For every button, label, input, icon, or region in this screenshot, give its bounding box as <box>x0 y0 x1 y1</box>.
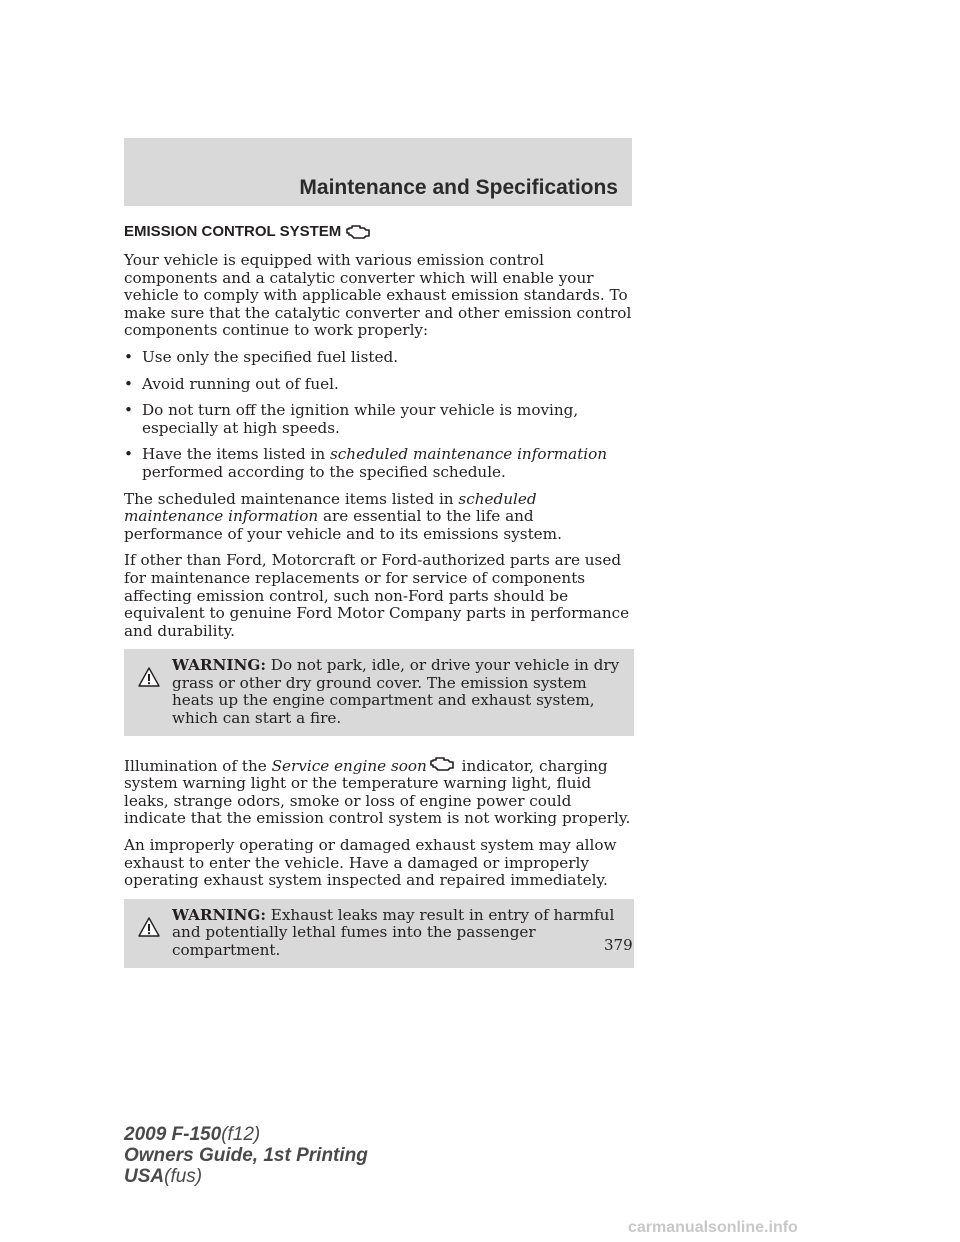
paragraph-parts: If other than Ford, Motorcraft or Ford-authorized parts are used for maintenance replacements or for service of components affecting emission control, such non-Ford parts should be equivalent to genuine Ford Motor Company parts in performance and durability. <box>124 551 630 640</box>
section-header-band <box>124 138 632 206</box>
list-item: • Have the items listed in scheduled maintenance information performed according to the specified schedule. <box>124 445 608 481</box>
footer-guide: Owners Guide, 1st Printing <box>124 1145 368 1166</box>
italic-reference: scheduled maintenance information <box>329 445 608 464</box>
intro-paragraph: Your vehicle is equipped with various emission control components and a catalytic converter which will enable your vehicle to comply with applicable exhaust emission standards. To make sure that the catalytic converter and other emission control components continue to work properly: <box>124 251 632 340</box>
page-content <box>124 222 634 986</box>
italic-reference: scheduled maintenance information <box>124 489 537 526</box>
page-number: 379 <box>604 936 633 954</box>
paragraph-service-engine: Illumination of the Service engine soon indicator, charging system warning light or the temperature warning light, fluid leaks, strange odors, smoke or loss of engine power could indicate that the emission control system is not working properly. <box>124 754 634 828</box>
engine-icon <box>345 222 371 242</box>
footer-market-code: (fus) <box>164 1166 203 1187</box>
list-item: • Avoid running out of fuel. <box>124 374 339 393</box>
warning-box <box>124 899 634 968</box>
engine-icon <box>429 754 455 774</box>
warning-box <box>124 649 634 735</box>
section-title-text: EMISSION CONTROL SYSTEM <box>124 223 342 241</box>
warning-label: WARNING: <box>172 656 266 675</box>
footer-code: (f12) <box>221 1124 261 1145</box>
paragraph-exhaust: An improperly operating or damaged exhaust system may allow exhaust to enter the vehicle. Have a damaged or improperly operating exhaust system inspected and repaired immediately. <box>124 836 617 890</box>
warning-triangle-icon <box>138 917 160 937</box>
italic-reference: Service engine soon <box>271 756 427 775</box>
footer-model: 2009 F-150 <box>124 1124 222 1145</box>
print-footer <box>124 1124 368 1187</box>
list-item: • Do not turn off the ignition while your vehicle is moving, especially at high speeds. <box>124 401 579 437</box>
section-heading <box>124 222 634 242</box>
bullet-list <box>124 349 634 482</box>
warning-text: Exhaust leaks may result in entry of harmful and potentially lethal fumes into the passenger compartment. <box>172 905 615 959</box>
list-item: • Use only the specified fuel listed. <box>124 347 399 366</box>
footer-market: USA <box>124 1166 165 1187</box>
watermark: carmanualsonline.info <box>628 1219 798 1236</box>
warning-text: Do not park, idle, or drive your vehicle in dry grass or other dry ground cover. The emission system heats up the engine compartment and exhaust system, which can start a fire. <box>172 656 620 728</box>
warning-triangle-icon <box>138 667 160 687</box>
warning-label: WARNING: <box>172 905 266 924</box>
chapter-title: Maintenance and Specifications <box>299 176 618 199</box>
paragraph-scheduled-maintenance: The scheduled maintenance items listed in scheduled maintenance information are essential to the life and performance of your vehicle and to its emissions system. <box>124 489 562 543</box>
